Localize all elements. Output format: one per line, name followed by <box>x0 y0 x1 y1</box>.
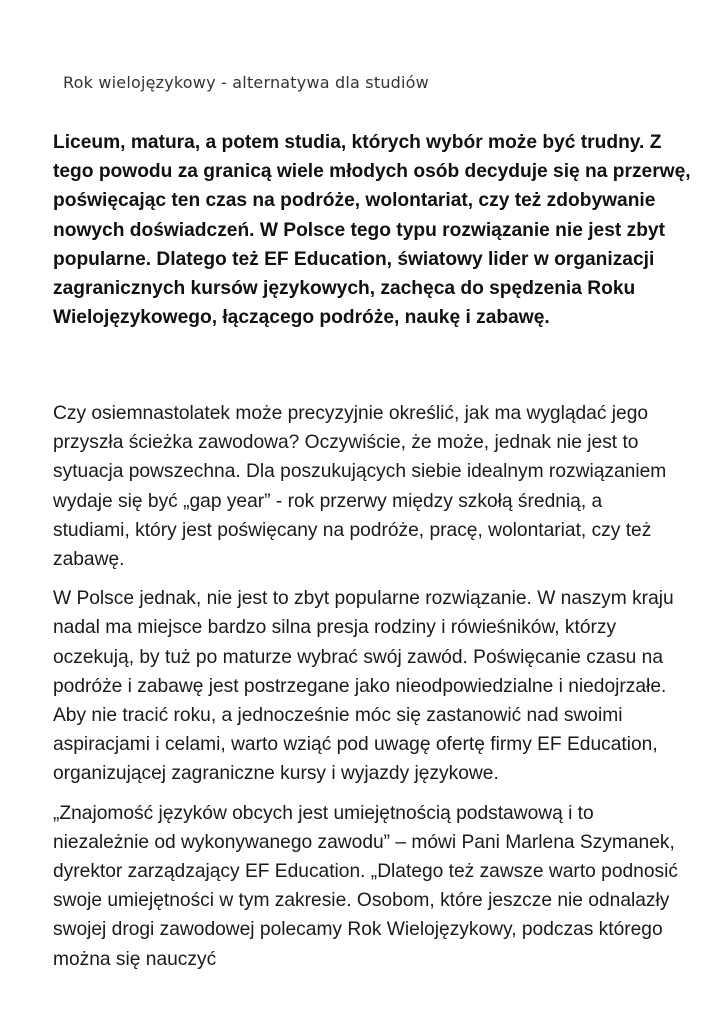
body-paragraph: „Znajomość języków obcych jest umiejętnością podstawową i to niezależnie od wykonywanego zawodu” – mówi Pani Marlena Szymanek, dyrektor zarządzający EF Education. „Dlatego też zawsze warto podnosić swoje umiejętności w tym zakresie. Osobom, które jeszcze nie odnalazły swojej drogi zawodowej polecamy Rok Wielojęzykowy, podczas którego można się nauczyć <box>53 802 678 970</box>
document-title: Rok wielojęzykowy - alternatywa dla studiów <box>63 73 429 92</box>
body-paragraph: Czy osiemnastolatek może precyzyjnie określić, jak ma wyglądać jego przyszła ścieżka zawodowa? Oczywiście, że może, jednak nie jest to sytuacja powszechna. Dla poszukujących siebie idealnym rozwiązaniem wydaje się być „gap year” - rok przerwy między szkołą średnią, a studiami, który jest poświęcany na podróże, pracę, wolontariat, czy też zabawę. <box>53 403 667 571</box>
article-body <box>53 399 678 989</box>
body-paragraph: W Polsce jednak, nie jest to zbyt popularne rozwiązanie. W naszym kraju nadal ma miejsce bardzo silna presja rodziny i rówieśników, którzy oczekują, by tuż po maturze wybrać swój zawód. Poświęcanie czasu na podróże i zabawę jest postrzegane jako nieodpowiedzialne i niedojrzałe. Aby nie tracić roku, a jednocześnie móc się zastanowić nad swoimi aspiracjami i celami, warto wziąć pod uwagę ofertę firmy EF Education, organizującej zagraniczne kursy i wyjazdy językowe. <box>53 588 674 785</box>
lead-paragraph: Liceum, matura, a potem studia, których wybór może być trudny. Z tego powodu za granicą wiele młodych osób decyduje się na przerwę, poświęcając ten czas na podróże, wolontariat, czy też zdobywanie nowych doświadczeń. W Polsce tego typu rozwiązanie nie jest zbyt popularne. Dlatego też EF Education, światowy lider w organizacji zagranicznych kursów językowych, zachęca do spędzenia Roku Wielojęzykowego, łączącego podróże, naukę i zabawę. <box>53 132 691 329</box>
